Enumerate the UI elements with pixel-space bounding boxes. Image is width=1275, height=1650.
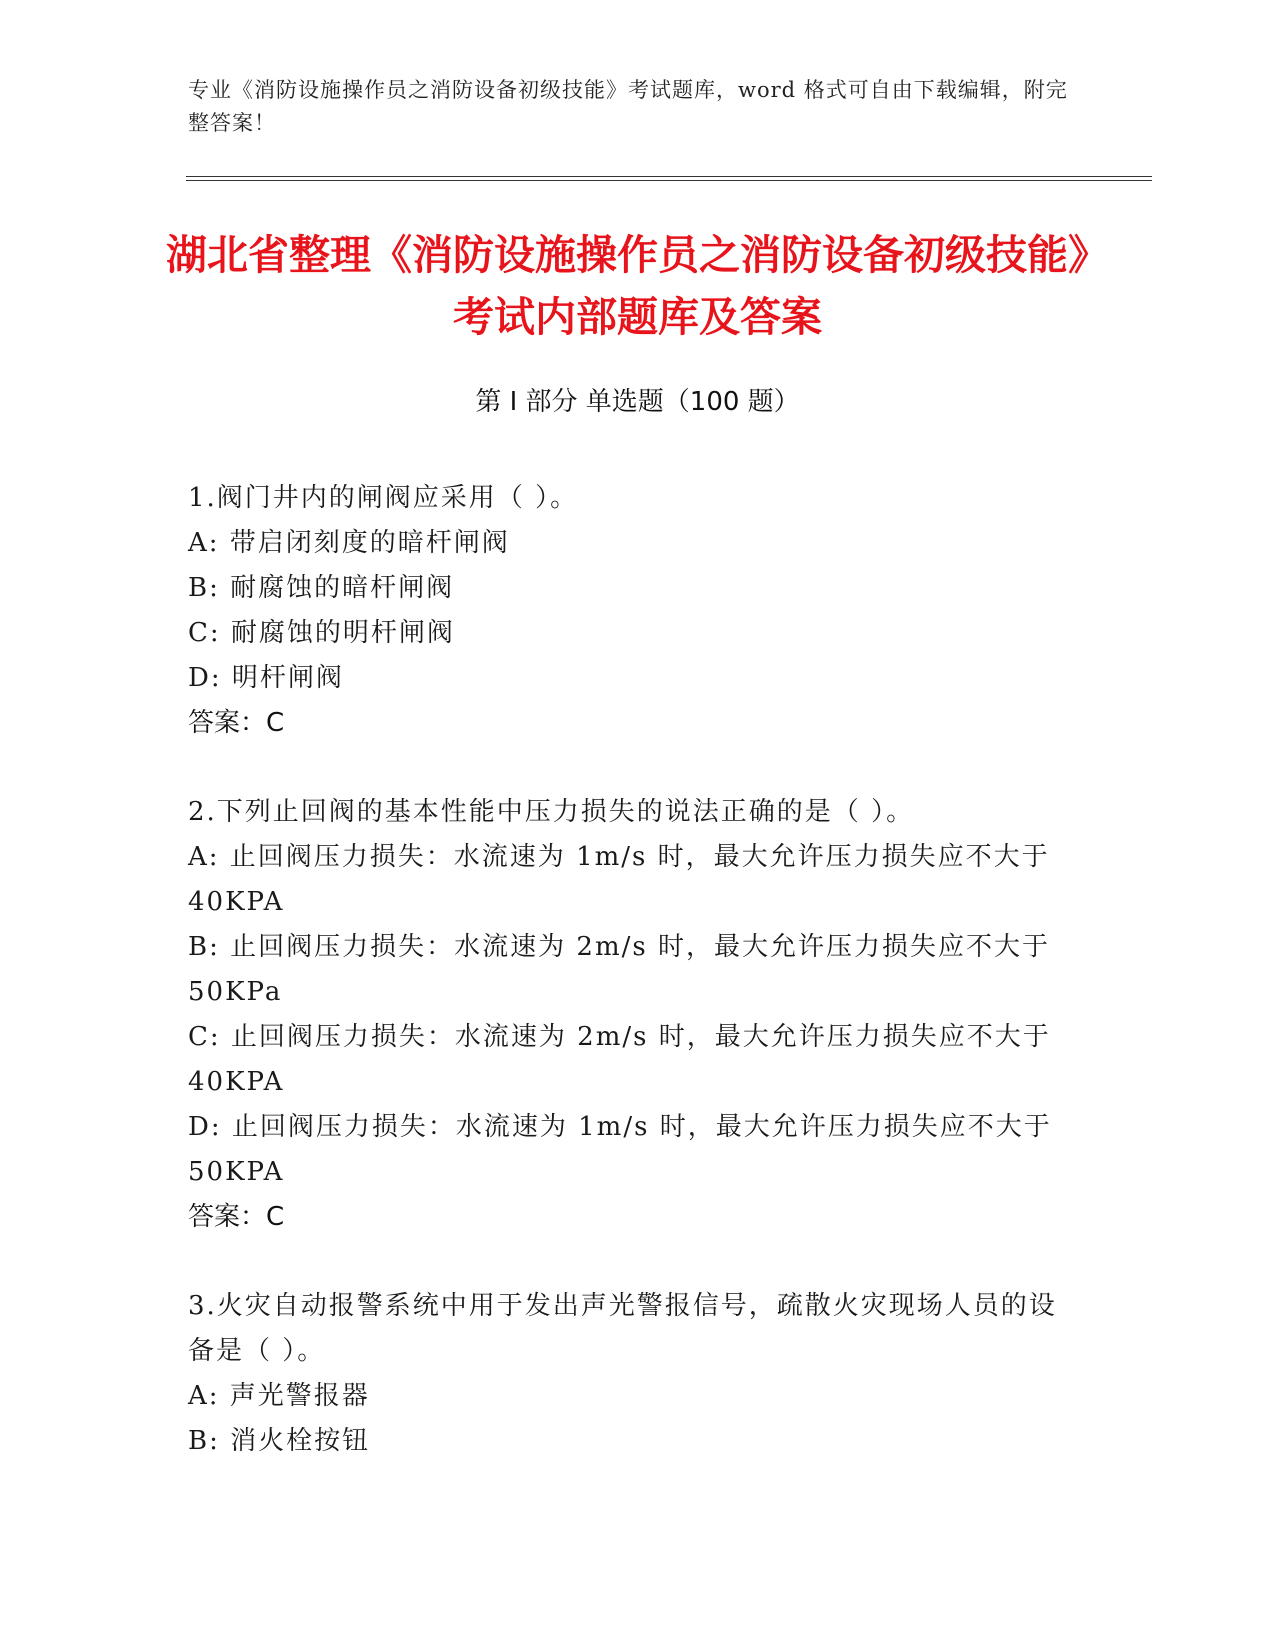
header-note: 专业《消防设施操作员之消防设备初级技能》考试题库，word 格式可自由下载编辑，附完整答案！ <box>188 78 1068 135</box>
question-stem: 3.火灾自动报警系统中用于发出声光警报信号，疏散火灾现场人员的设备是（ ）。 <box>188 1291 1057 1366</box>
option-a: A: 声光警报器 <box>188 1381 370 1411</box>
question-list <box>188 476 1068 1508</box>
option-d: D: 止回阀压力损失：水流速为 1m/s 时，最大允许压力损失应不大于 50KPA <box>188 1112 1052 1187</box>
question-item <box>188 476 1068 746</box>
option-b: B: 消火栓按钮 <box>188 1426 371 1456</box>
answer-label: 答案：C <box>188 708 285 738</box>
section-heading: 第 I 部分 单选题（100 题） <box>475 387 800 417</box>
question-stem: 2.下列止回阀的基本性能中压力损失的说法正确的是（ ）。 <box>188 797 915 827</box>
answer-label: 答案：C <box>188 1202 285 1232</box>
option-b: B: 止回阀压力损失：水流速为 2m/s 时，最大允许压力损失应不大于 50KPa <box>188 932 1050 1007</box>
option-c: C: 耐腐蚀的明杆闸阀 <box>188 618 455 648</box>
option-c: C: 止回阀压力损失：水流速为 2m/s 时，最大允许压力损失应不大于 40KPA <box>188 1022 1051 1097</box>
option-a: A: 带启闭刻度的暗杆闸阀 <box>188 528 510 558</box>
question-stem: 1.阀门井内的闸阀应采用（ ）。 <box>188 483 579 513</box>
option-d: D: 明杆闸阀 <box>188 663 344 693</box>
document-title: 湖北省整理《消防设施操作员之消防设备初级技能》考试内部题库及答案 <box>166 231 1109 341</box>
option-a: A: 止回阀压力损失：水流速为 1m/s 时，最大允许压力损失应不大于 40KPA <box>188 842 1050 917</box>
question-item <box>188 1284 1068 1464</box>
question-item <box>188 790 1068 1240</box>
header-divider <box>186 176 1152 181</box>
option-b: B: 耐腐蚀的暗杆闸阀 <box>188 573 455 603</box>
